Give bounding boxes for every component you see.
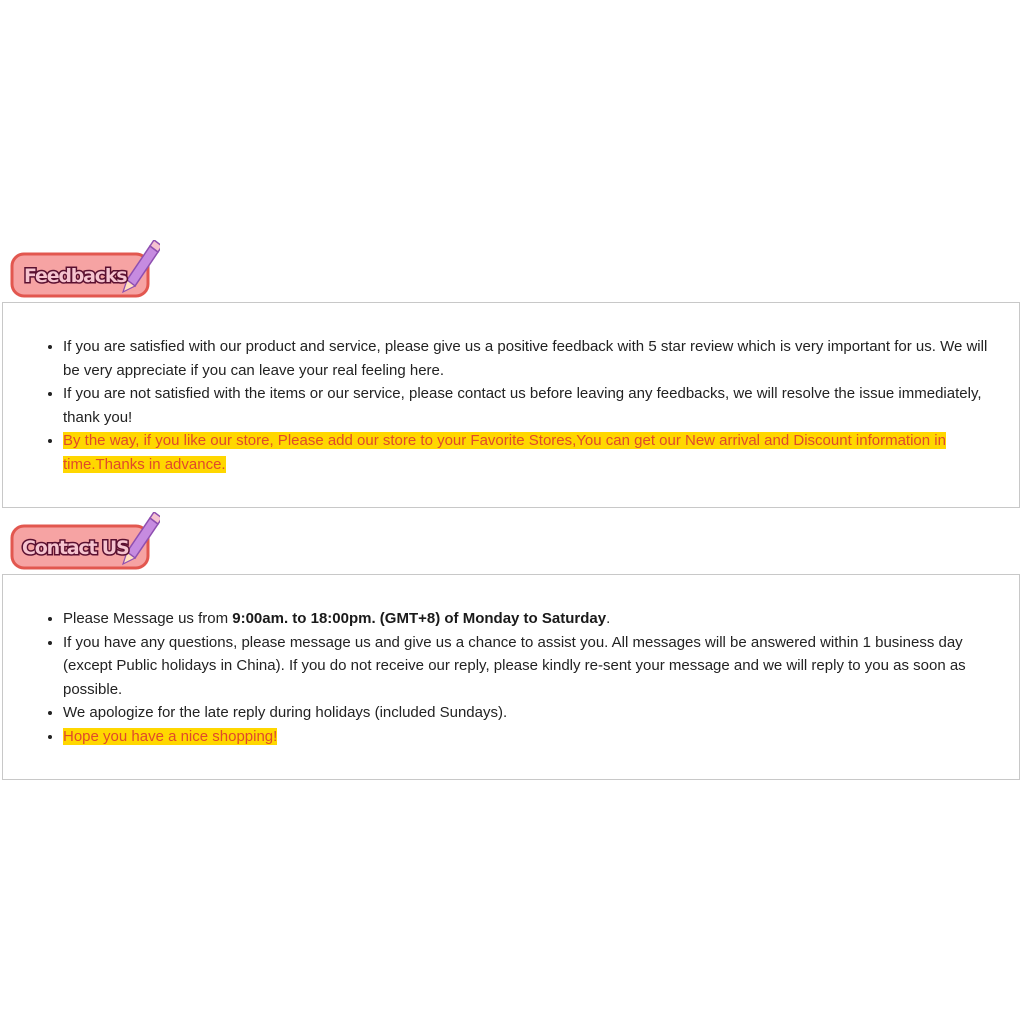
business-hours: 9:00am. to 18:00pm. (GMT+8) of Monday to Saturday	[232, 610, 607, 627]
hours-prefix: Please Message us from	[63, 610, 233, 627]
contact-list	[3, 607, 1019, 748]
highlighted-note: Hope you have a nice shopping!	[63, 727, 278, 745]
list-item	[63, 631, 1001, 702]
feedbacks-panel	[2, 302, 1020, 508]
list-item-text: We apologize for the late reply during holidays (included Sundays).	[63, 704, 508, 721]
badge-label: Feedbacks	[24, 265, 127, 287]
highlighted-note: By the way, if you like our store, Please add our store to your Favorite Stores,You can get our New arrival and Discount information in time.Thanks in advance.	[63, 432, 946, 473]
list-item	[63, 701, 1001, 725]
list-item	[63, 725, 1001, 749]
list-item	[63, 382, 1001, 429]
badge-label: Contact US	[22, 537, 129, 559]
list-item-text: If you have any questions, please message us and give us a chance to assist you. All messages will be answered within 1 business day (except Public holidays in China). If you do not receive our reply, please kindly re-sent your message and we will reply to you as soon as possible.	[63, 633, 966, 698]
list-item	[63, 607, 1001, 631]
list-item	[63, 335, 1001, 382]
feedbacks-badge	[10, 240, 160, 302]
contact-badge	[10, 512, 160, 574]
hours-suffix: .	[606, 610, 611, 627]
list-item-text: If you are satisfied with our product and service, please give us a positive feedback with 5 star review which is very important for us. We will be very appreciate if you can leave your real feeling here.	[63, 338, 988, 379]
list-item-text: If you are not satisfied with the items or our service, please contact us before leaving any feedbacks, we will resolve the issue immediately, thank you!	[63, 385, 982, 426]
list-item	[63, 429, 1001, 476]
feedbacks-list	[3, 335, 1019, 476]
contact-panel	[2, 574, 1020, 780]
